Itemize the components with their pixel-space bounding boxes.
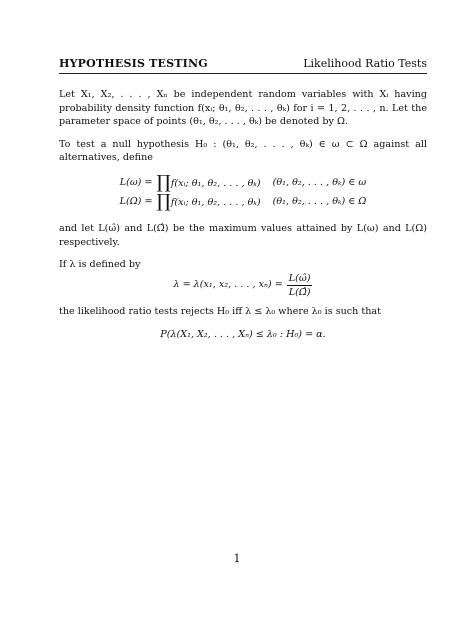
paragraph-lambda-intro: If λ is defined by: [59, 259, 141, 271]
product-symbol: ∏: [156, 190, 171, 212]
equation-lhs: L(ω) =: [119, 177, 153, 189]
likelihood-equations: [59, 171, 427, 212]
page-number: 1: [233, 552, 241, 565]
equation-l-Omega: [118, 193, 369, 212]
equation-lhs: L(Ω) =: [119, 196, 153, 208]
product-symbol: ∏: [156, 171, 171, 193]
paragraph-null-hypothesis: To test a null hypothesis H₀ : (θ₁, θ₂, . . . , θₖ) ∈ ω ⊂ Ω against all alternatives, define: [59, 138, 427, 164]
equation-density: f(xᵢ; θ₁, θ₂, . . . , θₖ): [170, 177, 261, 189]
header-section: Likelihood Ratio Tests: [303, 57, 427, 70]
document-body: [59, 88, 427, 342]
lambda-fraction: [287, 272, 313, 299]
equation-condition: (θ₁, θ₂, . . . , θₖ) ∈ Ω: [272, 196, 367, 208]
likelihood-equation-table: [118, 171, 369, 212]
lambda-lhs: λ = λ(x₁, x₂, . . . , xₙ) =: [173, 279, 283, 291]
paragraph-maximum-values: and let L(ω̂) and L(Ω̂) be the maximum values attained by L(ω) and L(Ω) respectively.: [59, 222, 427, 248]
equation-condition: (θ₁, θ₂, . . . , θₖ) ∈ ω: [272, 177, 367, 189]
paragraph-definition: Let X₁, X₂, . . . , Xₙ be independent random variables with Xᵢ having probability density function f(xᵢ; θ₁, θ₂, . . . , θₖ) for i = 1, 2, . . . , n. Let the parameter space of points (θ₁, θ₂, . . . , θₖ) be denoted by Ω.: [59, 89, 427, 128]
fraction-denominator: L(Ω̂): [288, 286, 311, 298]
equation-l-omega: [118, 174, 369, 193]
fraction-numerator: L(ω̂): [288, 272, 311, 284]
paragraph-rejection-rule: the likelihood ratio tests rejects H₀ iff λ ≤ λ₀ where λ₀ is such that: [59, 305, 382, 317]
lambda-equation: [59, 272, 427, 299]
significance-equation: P(λ(X₁, X₂, . . . , Xₙ) ≤ λ₀ : H₀) = α.: [160, 329, 326, 341]
page-header: [59, 52, 427, 74]
equation-density: f(xᵢ; θ₁, θ₂, . . . , θₖ): [170, 196, 261, 208]
header-title: HYPOTHESIS TESTING: [59, 57, 208, 70]
